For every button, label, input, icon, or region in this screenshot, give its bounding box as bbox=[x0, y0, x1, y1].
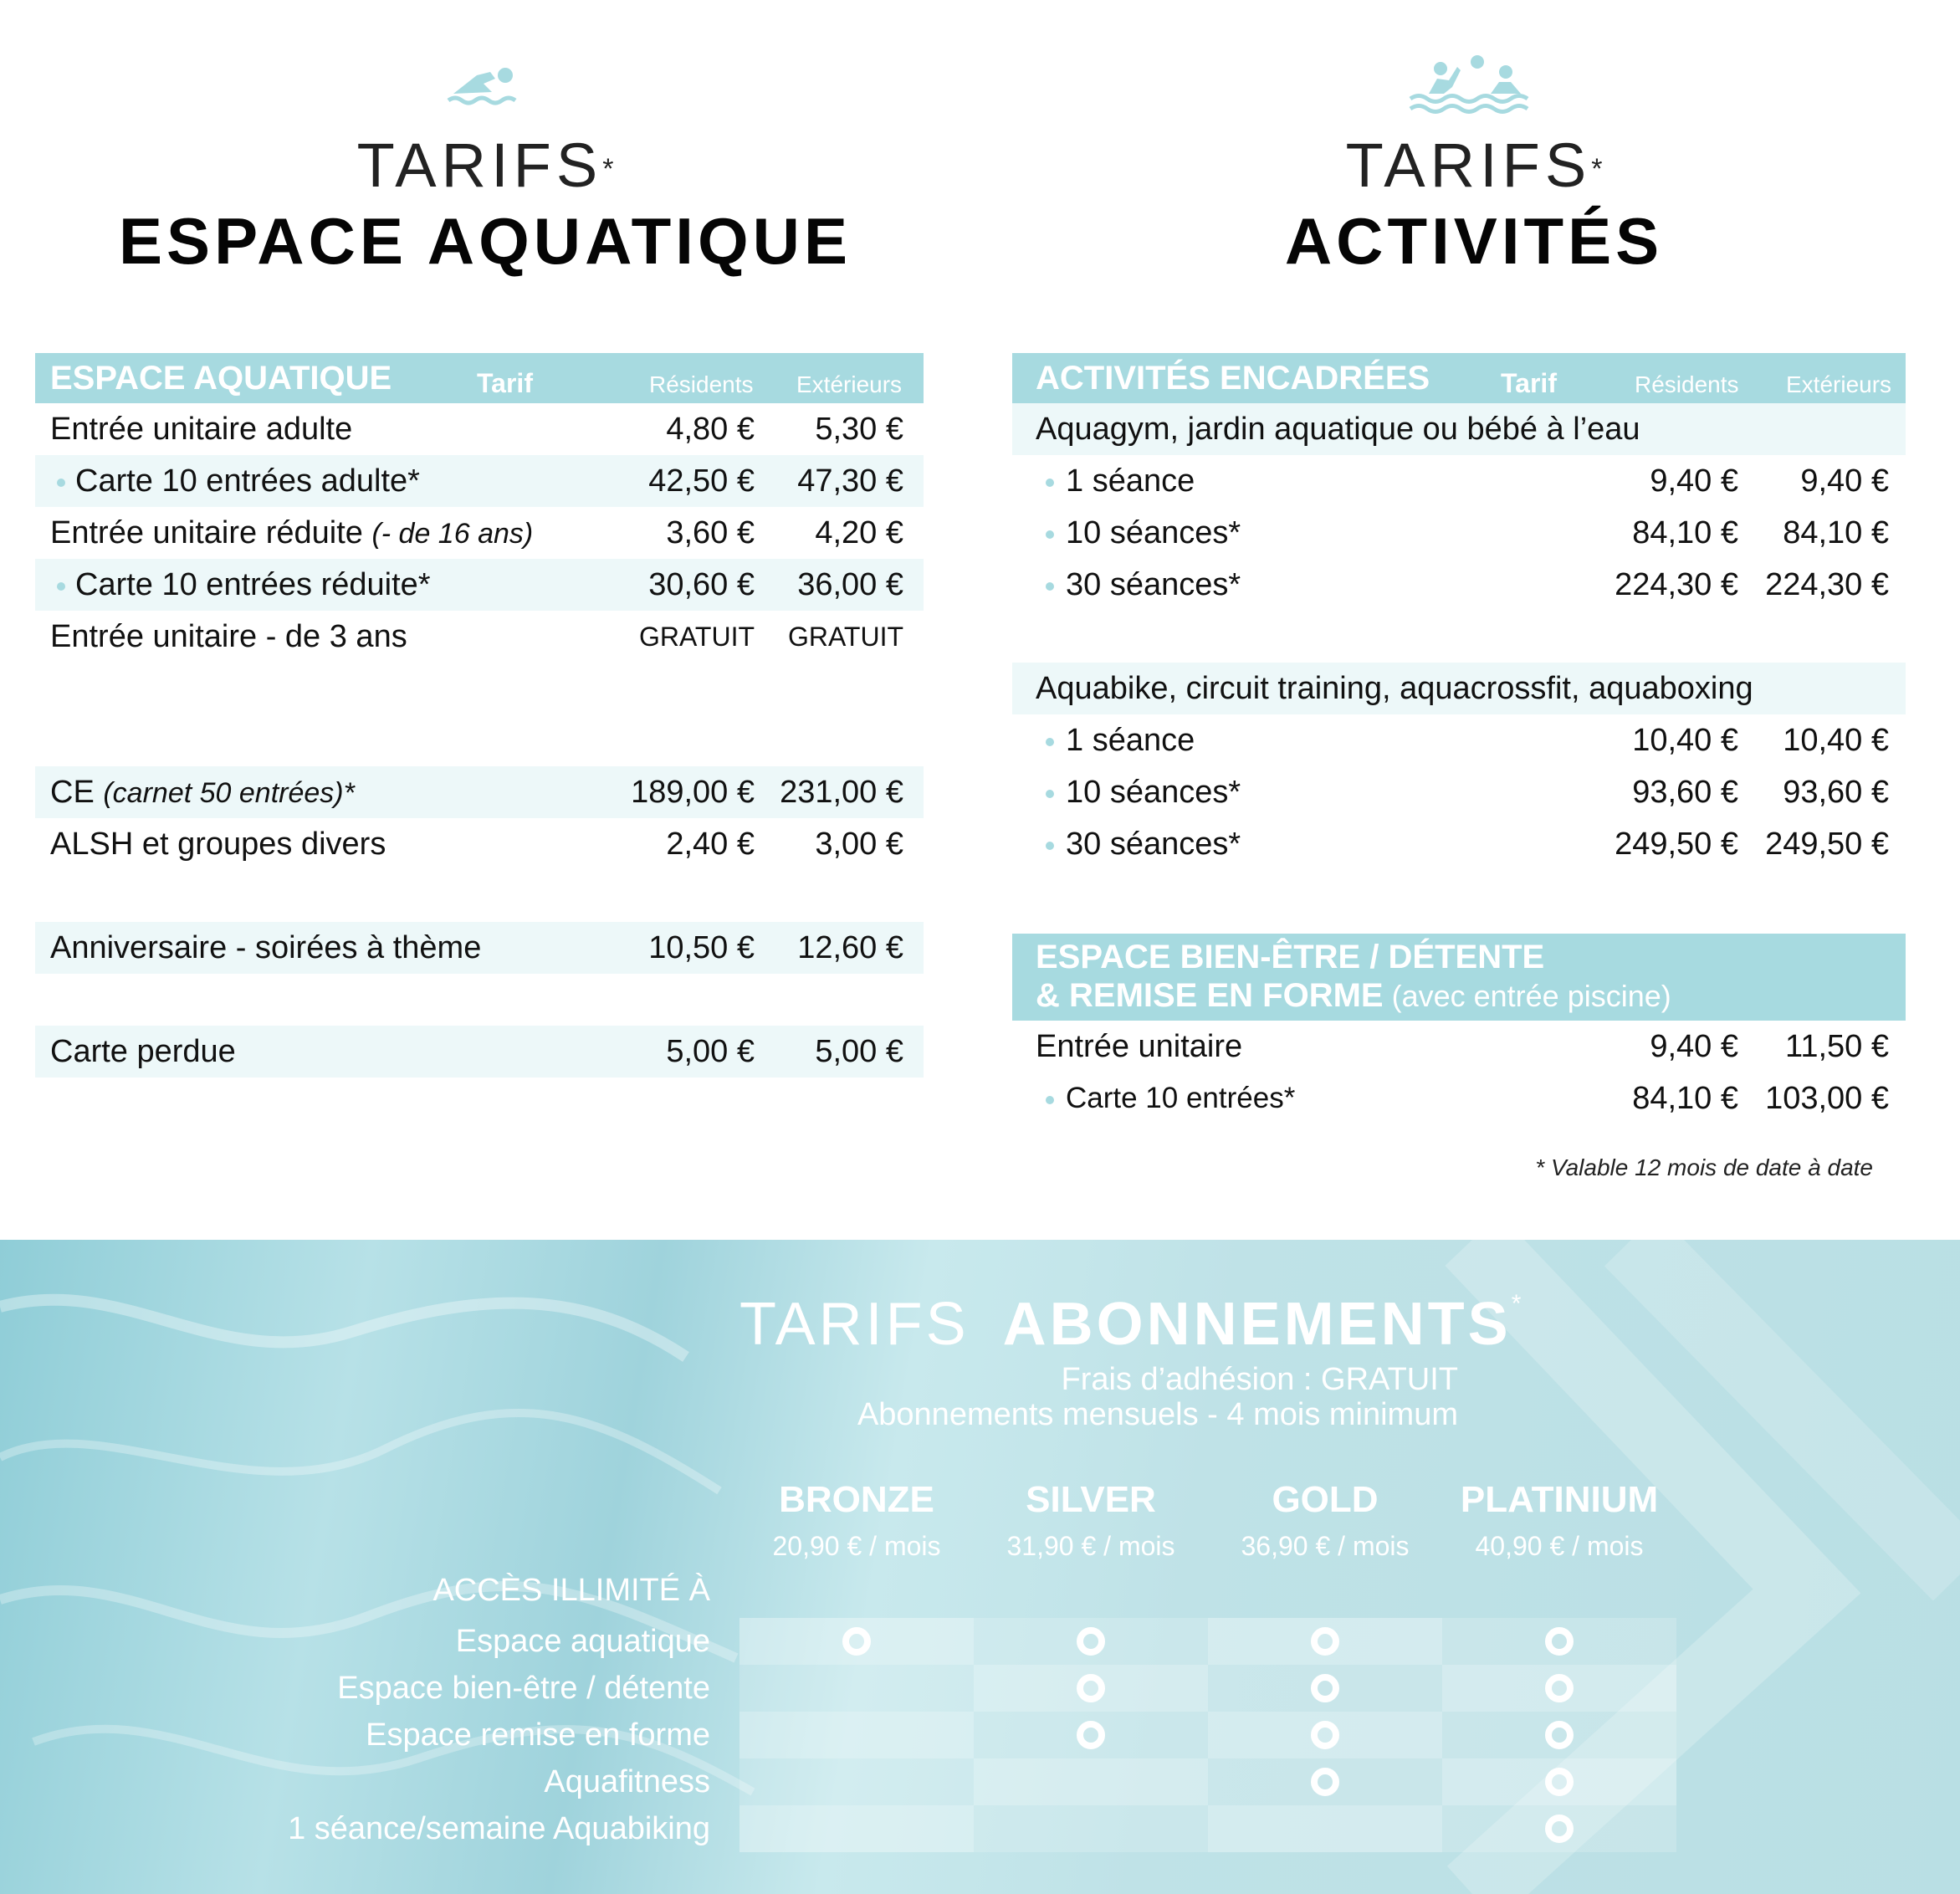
plan-price: 20,90 € / mois bbox=[772, 1531, 941, 1561]
table-row bbox=[35, 455, 924, 507]
feature-cell bbox=[739, 1805, 974, 1852]
row-label: 30 séances* bbox=[1066, 827, 1241, 862]
plan-name: SILVER bbox=[1026, 1479, 1156, 1520]
bien-etre-header bbox=[1012, 934, 1906, 1021]
feature-cell bbox=[1442, 1758, 1676, 1805]
group-title-row bbox=[1012, 403, 1906, 455]
water-polo-icon bbox=[1407, 50, 1541, 117]
included-circle-icon bbox=[1545, 1627, 1574, 1656]
tarif-column-header: Tarif bbox=[477, 368, 533, 398]
table-header bbox=[1012, 353, 1906, 403]
swimmer-icon bbox=[443, 50, 527, 117]
feature-label: 1 séance/semaine Aquabiking bbox=[288, 1811, 710, 1846]
aquatique-heading-line2: ESPACE AQUATIQUE bbox=[119, 204, 852, 278]
row-label: Anniversaire - soirées à thème bbox=[50, 930, 482, 965]
exterieurs-price: 103,00 € bbox=[1765, 1081, 1889, 1116]
residents-price: 224,30 € bbox=[1615, 567, 1738, 602]
included-circle-icon bbox=[1311, 1721, 1339, 1749]
table-title: ACTIVITÉS ENCADRÉES bbox=[1036, 360, 1430, 397]
table-row bbox=[35, 559, 924, 611]
included-circle-icon bbox=[1077, 1674, 1105, 1702]
exterieurs-price: 36,00 € bbox=[797, 567, 903, 602]
row-label: Carte 10 entrées* bbox=[1066, 1082, 1296, 1114]
table-row bbox=[35, 818, 924, 870]
row-label: Entrée unitaire bbox=[1036, 1029, 1243, 1064]
row-spacer bbox=[1012, 611, 1906, 663]
included-circle-icon bbox=[1311, 1627, 1339, 1656]
feature-cell bbox=[739, 1665, 974, 1712]
exterieurs-price: 11,50 € bbox=[1785, 1029, 1889, 1064]
feature-cell bbox=[1208, 1758, 1442, 1805]
abonnements-section bbox=[0, 1240, 1960, 1894]
feature-cell bbox=[739, 1758, 974, 1805]
exterieurs-price: 231,00 € bbox=[780, 775, 903, 810]
exterieurs-price: 5,00 € bbox=[815, 1034, 903, 1069]
bullet-icon bbox=[57, 479, 65, 487]
row-label: Entrée unitaire - de 3 ans bbox=[50, 619, 407, 654]
included-circle-icon bbox=[1077, 1627, 1105, 1656]
included-circle-icon bbox=[1311, 1768, 1339, 1796]
group-title-row bbox=[1012, 663, 1906, 714]
table-row bbox=[1012, 455, 1906, 507]
row-spacer bbox=[35, 714, 924, 766]
residents-price: 30,60 € bbox=[648, 567, 755, 602]
row-spacer bbox=[35, 974, 924, 1026]
feature-cell bbox=[1208, 1618, 1442, 1665]
feature-cell bbox=[1442, 1665, 1676, 1712]
row-label: 10 séances* bbox=[1066, 515, 1241, 550]
table-row bbox=[35, 403, 924, 455]
bullet-icon bbox=[1046, 738, 1054, 746]
activites-heading-line2: ACTIVITÉS bbox=[1284, 204, 1664, 278]
exterieurs-price: 47,30 € bbox=[797, 463, 903, 499]
included-circle-icon bbox=[1545, 1674, 1574, 1702]
table-header bbox=[35, 353, 924, 403]
activites-price-table bbox=[1012, 353, 1906, 1124]
bullet-icon bbox=[1046, 479, 1054, 487]
exterieurs-column-header: Extérieurs bbox=[1786, 371, 1892, 397]
included-circle-icon bbox=[1311, 1674, 1339, 1702]
residents-price: 9,40 € bbox=[1650, 1029, 1738, 1064]
feature-cell bbox=[739, 1618, 974, 1665]
table-row bbox=[1012, 714, 1906, 766]
exterieurs-price: GRATUIT bbox=[787, 622, 903, 652]
table-row bbox=[35, 922, 924, 974]
residents-price: 3,60 € bbox=[666, 515, 755, 550]
row-label: CE (carnet 50 entrées)* bbox=[50, 775, 355, 810]
exterieurs-price: 5,30 € bbox=[815, 412, 903, 447]
activites-heading bbox=[1014, 50, 1934, 279]
feature-cell bbox=[1442, 1805, 1676, 1852]
adhesion-fee-text: Frais d’adhésion : GRATUIT bbox=[1061, 1362, 1458, 1397]
residents-column-header: Résidents bbox=[1635, 371, 1739, 397]
table-row bbox=[35, 507, 924, 559]
tarif-column-header: Tarif bbox=[1501, 368, 1557, 398]
bien-etre-title-line1: ESPACE BIEN-ÊTRE / DÉTENTE bbox=[1036, 939, 1545, 975]
exterieurs-price: 84,10 € bbox=[1783, 515, 1889, 550]
validity-footnote: * Valable 12 mois de date à date bbox=[1535, 1154, 1873, 1180]
minimum-duration-text: Abonnements mensuels - 4 mois minimum bbox=[857, 1397, 1458, 1432]
exterieurs-price: 224,30 € bbox=[1765, 567, 1889, 602]
residents-price: 9,40 € bbox=[1650, 463, 1738, 499]
exterieurs-price: 10,40 € bbox=[1783, 723, 1889, 758]
table-row bbox=[1012, 818, 1906, 870]
row-label: 10 séances* bbox=[1066, 775, 1241, 810]
bullet-icon bbox=[1046, 530, 1054, 539]
residents-price: 2,40 € bbox=[666, 827, 755, 862]
feature-cell bbox=[974, 1665, 1208, 1712]
bullet-icon bbox=[1046, 842, 1054, 850]
residents-price: 189,00 € bbox=[631, 775, 755, 810]
included-circle-icon bbox=[1545, 1721, 1574, 1749]
feature-label: Espace aquatique bbox=[455, 1624, 710, 1659]
feature-cell bbox=[974, 1758, 1208, 1805]
row-spacer bbox=[35, 663, 924, 714]
plan-price: 36,90 € / mois bbox=[1241, 1531, 1410, 1561]
abonnements-title: TARIFS ABONNEMENTS* bbox=[739, 1290, 1522, 1358]
features-heading: ACCÈS ILLIMITÉ À bbox=[432, 1573, 710, 1608]
feature-label: Espace remise en forme bbox=[366, 1717, 710, 1753]
residents-price: 5,00 € bbox=[666, 1034, 755, 1069]
bullet-icon bbox=[57, 582, 65, 591]
exterieurs-price: 3,00 € bbox=[815, 827, 903, 862]
plan-name: GOLD bbox=[1272, 1479, 1379, 1520]
residents-column-header: Résidents bbox=[649, 371, 754, 397]
residents-price: 93,60 € bbox=[1632, 775, 1738, 810]
feature-cell bbox=[1208, 1665, 1442, 1712]
residents-price: 10,50 € bbox=[648, 930, 755, 965]
table-row bbox=[1012, 1072, 1906, 1124]
feature-label: Espace bien-être / détente bbox=[337, 1671, 710, 1706]
table-row bbox=[35, 766, 924, 818]
activites-heading-line1: TARIFS* bbox=[1345, 131, 1603, 200]
row-label: Carte perdue bbox=[50, 1034, 236, 1069]
group-title: Aquagym, jardin aquatique ou bébé à l’eau bbox=[1036, 412, 1640, 447]
row-label: Entrée unitaire réduite (- de 16 ans) bbox=[50, 515, 534, 550]
included-circle-icon bbox=[842, 1627, 871, 1656]
group-title: Aquabike, circuit training, aquacrossfit, aquaboxing bbox=[1036, 671, 1753, 706]
residents-price: 42,50 € bbox=[648, 463, 755, 499]
feature-cell bbox=[1208, 1712, 1442, 1758]
exterieurs-price: 9,40 € bbox=[1800, 463, 1889, 499]
exterieurs-price: 4,20 € bbox=[815, 515, 903, 550]
table-row bbox=[35, 611, 924, 663]
included-circle-icon bbox=[1545, 1768, 1574, 1796]
plan-name: BRONZE bbox=[779, 1479, 934, 1520]
residents-price: 84,10 € bbox=[1632, 515, 1738, 550]
residents-price: GRATUIT bbox=[638, 622, 755, 652]
feature-cell bbox=[1442, 1618, 1676, 1665]
plan-price: 40,90 € / mois bbox=[1475, 1531, 1644, 1561]
feature-cell bbox=[974, 1618, 1208, 1665]
aquatique-heading bbox=[25, 50, 945, 279]
included-circle-icon bbox=[1077, 1721, 1105, 1749]
row-label: ALSH et groupes divers bbox=[50, 827, 386, 862]
bullet-icon bbox=[1046, 1096, 1054, 1104]
bullet-icon bbox=[1046, 582, 1054, 591]
row-spacer bbox=[35, 870, 924, 922]
row-label: 1 séance bbox=[1066, 463, 1195, 499]
bien-etre-title-line2: & REMISE EN FORME (avec entrée piscine) bbox=[1036, 977, 1671, 1014]
table-title: ESPACE AQUATIQUE bbox=[50, 360, 392, 397]
aquatique-price-table bbox=[35, 353, 924, 1078]
table-row bbox=[1012, 766, 1906, 818]
residents-price: 10,40 € bbox=[1632, 723, 1738, 758]
row-label: Entrée unitaire adulte bbox=[50, 412, 353, 447]
feature-cell bbox=[974, 1712, 1208, 1758]
feature-cell bbox=[974, 1805, 1208, 1852]
aquatique-heading-line1: TARIFS* bbox=[356, 131, 614, 200]
row-spacer bbox=[1012, 870, 1906, 934]
feature-cell bbox=[1442, 1712, 1676, 1758]
exterieurs-column-header: Extérieurs bbox=[796, 371, 903, 397]
plan-price: 31,90 € / mois bbox=[1006, 1531, 1175, 1561]
bullet-icon bbox=[1046, 790, 1054, 798]
row-label: Carte 10 entrées adulte* bbox=[75, 463, 420, 499]
feature-label: Aquafitness bbox=[544, 1764, 710, 1799]
row-label: Carte 10 entrées réduite* bbox=[75, 567, 431, 602]
exterieurs-price: 12,60 € bbox=[797, 930, 903, 965]
table-row bbox=[1012, 559, 1906, 611]
feature-cell bbox=[1208, 1805, 1442, 1852]
residents-price: 249,50 € bbox=[1615, 827, 1738, 862]
residents-price: 4,80 € bbox=[666, 412, 755, 447]
row-label: 1 séance bbox=[1066, 723, 1195, 758]
feature-cell bbox=[739, 1712, 974, 1758]
row-label: 30 séances* bbox=[1066, 567, 1241, 602]
table-row bbox=[35, 1026, 924, 1078]
exterieurs-price: 93,60 € bbox=[1783, 775, 1889, 810]
table-row bbox=[1012, 507, 1906, 559]
exterieurs-price: 249,50 € bbox=[1765, 827, 1889, 862]
plan-name: PLATINIUM bbox=[1460, 1479, 1659, 1520]
residents-price: 84,10 € bbox=[1632, 1081, 1738, 1116]
table-row bbox=[1012, 1021, 1906, 1072]
included-circle-icon bbox=[1545, 1815, 1574, 1843]
